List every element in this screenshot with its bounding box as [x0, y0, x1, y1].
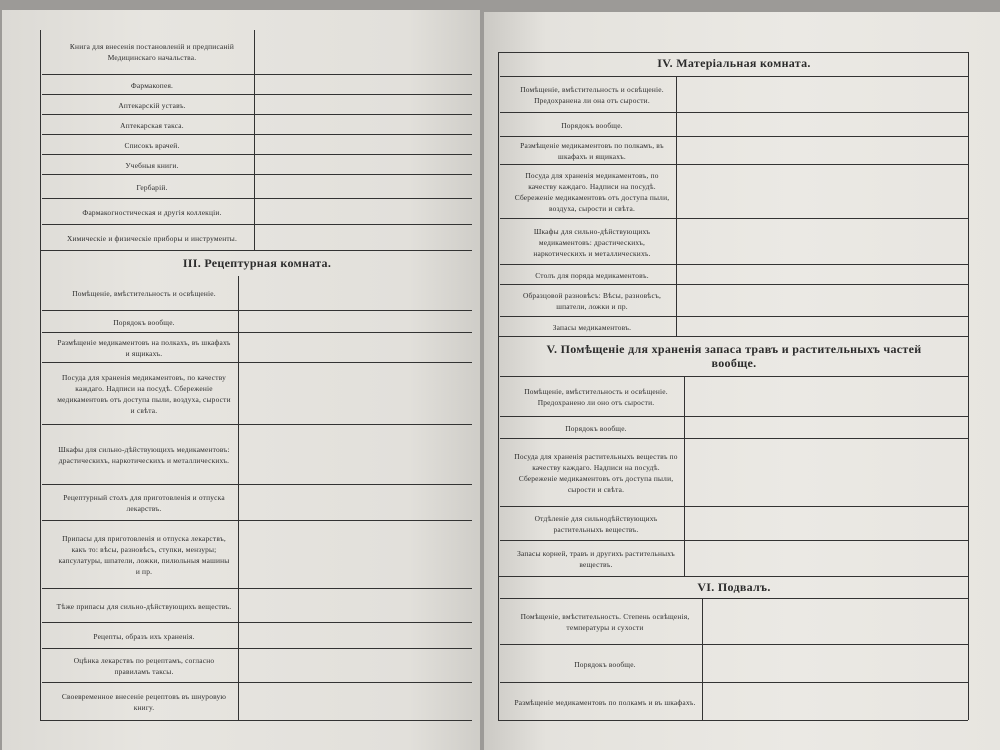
bottom-rule — [498, 720, 968, 721]
row-label: Своевременное внесеніе рецептовъ въ шнуровую книгу. — [61, 692, 227, 712]
table-row — [42, 276, 472, 310]
row-label: Списокъ врачей. — [124, 140, 180, 150]
table-row — [42, 424, 472, 485]
row-label: Помѣщеніе, вмѣстительность и освѣщеніе. Предохранено ли оно отъ сырости. — [524, 387, 668, 407]
row-label: Столъ для поряда медикаментовъ. — [535, 270, 649, 280]
row-label: Запасы медикаментовъ. — [552, 322, 632, 332]
table-row — [500, 598, 968, 645]
row-label: Аптекарская такса. — [120, 120, 184, 130]
bottom-rule — [40, 720, 472, 721]
left-page — [2, 10, 480, 750]
table-row — [42, 484, 472, 521]
section-rule — [40, 250, 472, 251]
table-row — [500, 682, 968, 721]
section-6-title: VI. Подвалъ. — [697, 580, 771, 594]
table-row — [500, 264, 968, 285]
row-label: Фармакопея. — [130, 80, 174, 90]
table-row — [500, 218, 968, 265]
table-row — [42, 310, 472, 333]
top-rule — [498, 52, 968, 53]
row-label: Порядокъ вообще. — [565, 423, 627, 433]
row-label: Тѣже припасы для сильно-дѣйствующихъ веществъ. — [56, 601, 232, 611]
row-label: Учебныя книги. — [125, 160, 179, 170]
section-rule — [498, 576, 968, 577]
row-label: Порядокъ вообще. — [574, 659, 636, 669]
section-4-table — [500, 76, 968, 336]
left-table-border — [40, 30, 41, 720]
table-row — [42, 94, 472, 115]
row-label: Посуда для храненія медикаментовъ, по качеству каждаго. Надписи на посудѣ. Сбереженіе медикаментовъ отъ доступа пыли, воздуха, сырости и свѣта. — [57, 373, 231, 415]
row-label: Порядокъ вообще. — [113, 317, 175, 327]
row-label: Образцовой разновѣсъ: Вѣсы, разновѣсъ, шпатели, ложки и пр. — [522, 291, 662, 311]
right-table-border — [498, 52, 499, 720]
row-label: Помѣщеніе, вмѣстительность и освѣщеніе. Предохранена ли она отъ сырости. — [520, 85, 664, 105]
table-row — [42, 588, 472, 623]
table-row — [42, 224, 472, 251]
table-row — [42, 362, 472, 425]
table-row — [500, 164, 968, 219]
section-5-table — [500, 376, 968, 576]
table-row — [500, 540, 968, 577]
table-row — [42, 622, 472, 649]
row-label: Химическіе и физическіе приборы и инструменты. — [66, 233, 238, 243]
table-row — [42, 134, 472, 155]
table-row — [500, 506, 968, 541]
table-row — [500, 438, 968, 507]
table-row — [42, 520, 472, 589]
row-label: Помѣщеніе, вмѣстительность и освѣщеніе. — [72, 288, 216, 298]
section-rule — [498, 336, 968, 337]
table-row — [500, 284, 968, 317]
row-label: Аптекарскій уставъ. — [118, 100, 186, 110]
section-3-table — [42, 276, 472, 720]
row-label: Шкафы для сильно-дѣйствующихъ медикаментовъ: драстическихъ, наркотическихъ и металлическихъ. — [533, 226, 651, 258]
row-label: Запасы корней, травъ и другихъ растительныхъ веществъ. — [517, 549, 675, 569]
table-row — [42, 174, 472, 199]
row-label: Оцѣнка лекарствъ по рецептамъ, согласно правиламъ таксы. — [73, 656, 215, 676]
table-row — [42, 154, 472, 175]
section-3-title: III. Рецептурная комната. — [182, 256, 332, 270]
right-outer-border — [968, 52, 969, 720]
left-top-table — [42, 30, 472, 250]
table-row — [42, 198, 472, 225]
section-5-title: V. Помѣщеніе для храненія запаса травъ и растительныхъ частей вообще. — [546, 342, 922, 370]
row-label: Припасы для приготовленія и отпуска лекарствъ, какъ то: вѣсы, разновѣсъ, ступки, мензуры; капсулатуры, шпатели, ложки, пилюльныя машины и пр. — [58, 534, 230, 576]
table-row — [500, 416, 968, 439]
row-label: Размѣщеніе медикаментовъ по полкамъ, въ шкафахъ и ящикахъ. — [520, 141, 664, 161]
row-label: Отдѣленіе для сильнодѣйствующихъ растительныхъ веществъ. — [534, 514, 658, 534]
row-label: Помѣщеніе, вмѣстительность. Степень освѣщенія, температуры и сухости — [520, 612, 690, 632]
row-label: Посуда для храненія медикаментовъ, по качеству каждаго. Надписи на посудѣ. Сбереженіе медикаментовъ отъ доступа пыли, воздуха, сырости и свѣта. — [514, 171, 670, 213]
section-6-table — [500, 598, 968, 720]
table-row — [42, 648, 472, 683]
row-label: Рецепты, образъ ихъ храненія. — [93, 631, 195, 641]
row-label: Посуда для храненія растительныхъ веществъ по качеству каждаго. Надписи на посудѣ. Сбереженіе медикаментовъ отъ доступа пыли, сырости и свѣта. — [514, 452, 678, 494]
row-label: Гербарій. — [136, 182, 168, 192]
row-label: Порядокъ вообще. — [561, 120, 623, 130]
row-label: Рецептурный столъ для приготовленія и отпуска лекарствъ. — [63, 493, 225, 513]
table-row — [500, 76, 968, 113]
table-row — [500, 376, 968, 417]
table-row — [500, 112, 968, 137]
row-label: Шкафы для сильно-дѣйствующихъ медикаментовъ: драстическихъ, наркотическихъ и металлическихъ. — [58, 445, 230, 465]
row-label: Книга для внесенія постановленій и предписаній Медицинскаго начальства. — [69, 42, 235, 62]
row-label: Фармакогностическая и другія коллекціи. — [82, 207, 222, 217]
table-row — [42, 30, 472, 74]
table-row — [42, 114, 472, 135]
table-row — [500, 644, 968, 683]
table-row — [500, 316, 968, 337]
table-row — [42, 332, 472, 363]
table-row — [42, 682, 472, 721]
section-4-title: IV. Матеріальная комната. — [657, 56, 811, 70]
table-row — [42, 74, 472, 95]
row-label: Размѣщеніе медикаментовъ по полкамъ и въ шкафахъ. — [514, 697, 696, 707]
row-label: Размѣщеніе медикаментовъ на полкахъ, въ шкафахъ и ящикахъ. — [57, 338, 231, 358]
right-page — [484, 12, 1000, 750]
table-row — [500, 136, 968, 165]
